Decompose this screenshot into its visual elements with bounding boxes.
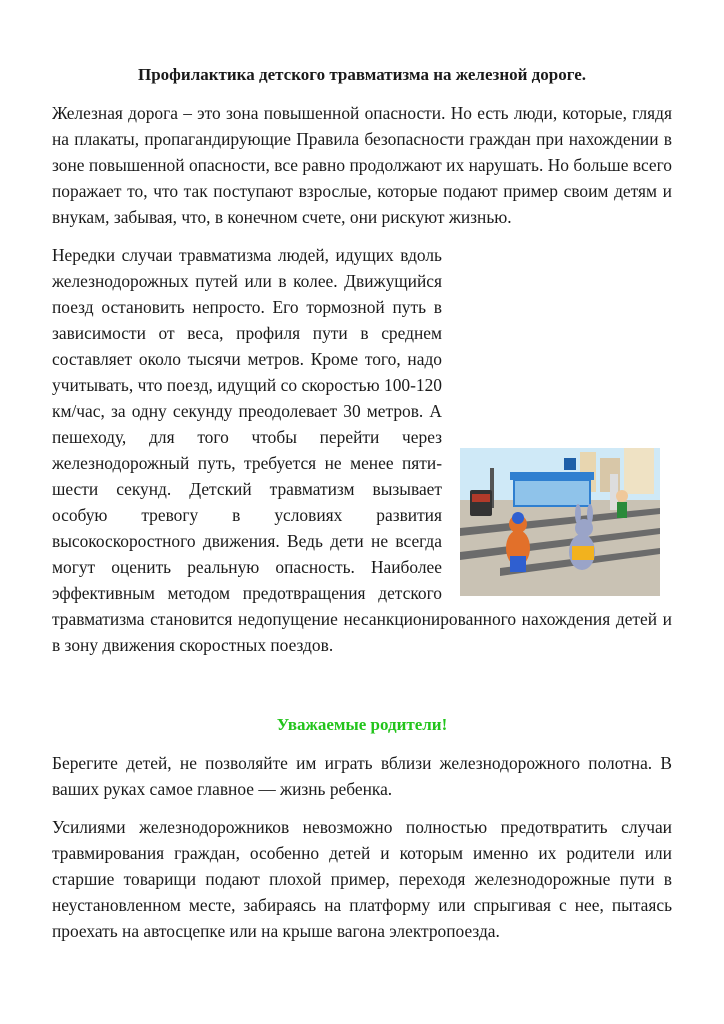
railway-illustration bbox=[460, 448, 660, 596]
paragraph-injury-cases-text: Нередки случаи травматизма людей, идущих вдоль железнодорожных путей или в колее. Движущийся поезд остановить непросто. Его тормозной путь в зависимости от веса, профиля пути в среднем составляет около тысячи метров. Кроме того, надо учитывать, что поезд, идущий со скоростью 100-120 км/час, за одну секунду преодолевает 30 метров. А пешеходу, для того чтобы перейти через железнодорожный путь, требуется не менее пяти-шести секунд. Детский травматизм вызывает особую тревогу в условиях развития высокоскоростного движения. Ведь дети не всегда могут оценить реальную опасность. Наиболее эффективным методом предотвращения детского травматизма становится недопущение несанкционированного нахождения детей и в зону движения скоростных поездов. bbox=[52, 245, 672, 655]
railway-crossing-image bbox=[460, 448, 660, 596]
paragraph-protect-children: Берегите детей, не позволяйте им играть вблизи железнодорожного полотна. В ваших руках самое главное — жизнь ребенка. bbox=[52, 753, 672, 799]
parents-heading: Уважаемые родители! bbox=[276, 715, 448, 734]
document-page bbox=[52, 56, 672, 956]
page-title: Профилактика детского травматизма на железной дороге. bbox=[137, 65, 587, 84]
paragraph-railway-danger: Железная дорога – это зона повышенной опасности. Но есть люди, которые, глядя на плакаты, пропагандирующие Правила безопасности граждан при нахождении в зоне повышенной опасности, все равно продолжают их нарушать. Но больше всего поражает то, что так поступают взрослые, которые подают пример своим детям и внукам, забывая, что, в конечном счете, они рискуют жизнью. bbox=[52, 103, 672, 227]
platform-roof bbox=[510, 472, 594, 480]
paragraph-injury-cases bbox=[52, 242, 672, 658]
paragraph-railway-workers: Усилиями железнодорожников невозможно полностью предотвратить случаи травмирования граждан, особенно детей и которым именно их родители или старшие товарищи подают плохой пример, переходя железнодорожные пути в неустановленном месте, забираясь на платформу или спрыгивая с нее, пытаясь проехать на автосцепке или на крыше вагона электропоезда. bbox=[52, 817, 672, 941]
